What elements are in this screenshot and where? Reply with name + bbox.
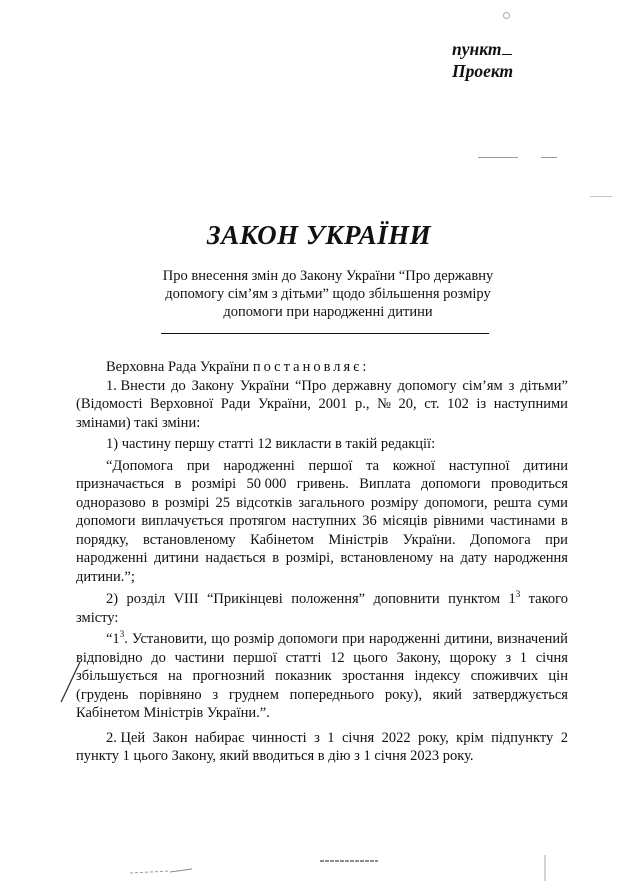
word: “$1^3$. — [106, 629, 128, 647]
subtitle-line: допомоги при народженні дитини — [223, 304, 433, 320]
word: відповідно — [76, 649, 143, 666]
word: зростання — [342, 668, 405, 684]
word: державну — [332, 377, 392, 394]
quote1-line — [76, 531, 568, 550]
word: протягом — [229, 513, 287, 529]
word: порядку, — [76, 531, 129, 548]
quote1-line — [76, 512, 568, 531]
scan-mark — [503, 12, 510, 19]
preamble-spaced: постановляє: — [252, 359, 370, 375]
word: цін — [548, 668, 568, 684]
word: 36 — [362, 513, 377, 529]
word: Міністрів — [328, 531, 389, 548]
word: чинності — [251, 729, 307, 746]
word: з — [508, 377, 515, 394]
word: затверджується — [472, 686, 568, 703]
word: допомогу — [397, 377, 457, 394]
word: Верховної — [150, 396, 214, 412]
word: який — [432, 686, 462, 703]
superscript: 3 — [119, 629, 125, 640]
word: підпункту — [491, 729, 554, 746]
blank-underline — [502, 42, 512, 55]
quote2-line — [76, 649, 568, 668]
document-body — [76, 358, 568, 766]
word: допомоги — [278, 631, 338, 647]
word: набирає — [195, 729, 245, 746]
word: розділ — [126, 591, 166, 607]
word: народженні — [368, 631, 441, 647]
word: статті — [285, 649, 322, 666]
word: решта — [493, 494, 532, 511]
draft-stamp — [452, 38, 513, 82]
word: в — [174, 476, 182, 492]
word: Установити, — [131, 631, 208, 647]
word: такого — [528, 591, 568, 607]
word: 2) — [106, 591, 119, 607]
word: на — [168, 668, 183, 684]
word: груднем — [228, 686, 279, 703]
word: ст. — [424, 396, 440, 412]
word: Кабінетом — [250, 531, 314, 548]
word: (Відомості — [76, 396, 143, 412]
word: що — [211, 631, 230, 647]
word: (грудень — [76, 686, 129, 703]
word: 20, — [398, 396, 417, 412]
word: року, — [417, 729, 449, 746]
word: р., — [355, 396, 370, 412]
word: до — [151, 649, 166, 666]
subtitle-line: Про внесення змін до Закону України “Про державну — [162, 268, 494, 284]
word: народженні — [223, 457, 295, 474]
word: при — [342, 631, 365, 647]
word: народженні — [76, 550, 148, 566]
word: 102 — [447, 396, 469, 412]
word: з — [212, 686, 219, 703]
word: допомоги — [421, 476, 481, 492]
word: дитини — [523, 457, 568, 474]
item2-line: пункту 1 цього Закону, який вводиться в дію з 1 січня 2023 року. — [76, 748, 474, 764]
handwritten-slash — [58, 660, 84, 704]
quote1-line: дитини.”; — [76, 568, 135, 585]
subitem-2-line: змісту: — [76, 609, 119, 626]
quote1-line — [76, 457, 568, 476]
word: січня — [341, 729, 375, 746]
item1-line: змінами) такі зміни: — [76, 414, 201, 431]
word: Закон — [152, 729, 188, 746]
word: розмірі, — [285, 550, 334, 566]
word: показник — [275, 668, 332, 684]
word: України, — [258, 396, 311, 412]
quote2-line — [76, 686, 568, 705]
word: в — [151, 494, 159, 511]
preamble-text: Верховна Рада України — [106, 359, 253, 375]
word: “Допомога — [106, 457, 174, 474]
document-subtitle — [128, 267, 528, 321]
word: надається — [205, 550, 266, 566]
quote2-line — [76, 667, 568, 686]
word: 25 — [215, 494, 231, 511]
word: встановленому — [143, 531, 236, 548]
word: з — [505, 649, 512, 666]
word: першої — [308, 457, 353, 474]
word: сім’ям — [462, 377, 503, 394]
word: дитини — [154, 550, 199, 566]
word: Виплата — [359, 476, 411, 492]
word: України. — [402, 531, 456, 548]
item1-line — [76, 395, 568, 414]
word: 2022 — [381, 729, 411, 746]
word: наступних — [291, 513, 357, 529]
word: Закону, — [396, 649, 441, 666]
word: частини — [174, 649, 225, 666]
word: щороку — [449, 649, 497, 666]
word: збільшується — [76, 668, 158, 684]
word: України — [239, 377, 290, 394]
word: 1. Внести — [106, 377, 166, 394]
word: 2. Цей — [106, 729, 146, 746]
word: з — [314, 729, 320, 746]
word: крім — [456, 729, 484, 746]
word: цього — [353, 649, 388, 666]
word: відсотків — [236, 494, 293, 511]
word: Допомога — [470, 531, 531, 548]
word: прогнозний — [192, 668, 265, 684]
word: при — [545, 531, 568, 548]
word: на — [439, 550, 454, 566]
word: $1^3$ — [508, 589, 521, 607]
word: виплачується — [141, 513, 224, 529]
word: наступної — [448, 457, 510, 474]
word: призначається — [76, 476, 165, 492]
word: загального — [298, 494, 365, 511]
word: в — [272, 550, 280, 566]
word: розмірі — [191, 476, 237, 492]
title-divider — [161, 333, 489, 334]
word: першої — [233, 649, 277, 666]
word: при — [186, 457, 210, 474]
word: споживчих — [470, 668, 539, 684]
subitem-1: 1) частину першу статті 12 викласти в такій редакції: — [106, 436, 436, 452]
scan-mark — [478, 157, 518, 158]
word: народження — [493, 550, 568, 566]
word: розмір — [233, 631, 275, 647]
word: допомоги — [76, 513, 136, 529]
word: пунктом — [448, 591, 500, 607]
word: VIII — [173, 591, 199, 607]
item2-line — [76, 729, 568, 748]
word: порівняно — [139, 686, 202, 703]
word: січня — [535, 649, 568, 666]
quote2-line — [76, 630, 568, 649]
quote2-line: Кабінетом Міністрів України.”. — [76, 705, 270, 721]
superscript: 3 — [515, 589, 521, 600]
word: наступними — [493, 396, 568, 412]
word: частинами — [489, 513, 556, 529]
word: 2001 — [318, 396, 348, 412]
scan-mark — [541, 157, 557, 158]
quote1-line — [76, 475, 568, 494]
word: суми — [537, 494, 568, 511]
item-label: пункт — [452, 39, 502, 59]
word: допомоги, — [424, 494, 488, 511]
word: визначений — [496, 631, 568, 647]
word: “Прикінцеві — [206, 591, 283, 607]
subitem-2 — [76, 590, 568, 609]
word: кожної — [392, 457, 435, 474]
word: в — [561, 513, 568, 529]
word: № — [377, 396, 391, 412]
subtitle-line: допомогу сім’ям з дітьми” щодо збільшення розміру — [165, 286, 491, 302]
word: одноразово — [76, 494, 146, 511]
word: доповнити — [373, 591, 440, 607]
word: 12 — [330, 649, 345, 666]
word: до — [171, 377, 186, 394]
word: розміру — [370, 494, 419, 511]
word: проводиться — [490, 476, 568, 492]
word: 1 — [519, 649, 528, 666]
word: та — [366, 457, 380, 474]
word: 50 000 — [246, 476, 287, 492]
word: розмірі — [164, 494, 210, 511]
scan-mark — [590, 196, 612, 197]
word: рівними — [433, 513, 484, 529]
word: дітьми” — [520, 377, 568, 394]
quote1-line — [76, 549, 568, 568]
word: місяців — [382, 513, 428, 529]
document-title: ЗАКОН УКРАЇНИ — [206, 220, 432, 250]
word: Закону — [191, 377, 234, 394]
word: гривень. — [296, 476, 349, 492]
word: 1 — [327, 729, 335, 746]
word: дитини, — [444, 631, 493, 647]
word: встановленому — [340, 550, 434, 566]
item1-line — [76, 377, 568, 396]
word: року), — [384, 686, 422, 703]
word: із — [476, 396, 487, 412]
word: індексу — [414, 668, 461, 684]
word: дату — [460, 550, 488, 566]
preamble — [76, 358, 568, 377]
word: попереднього — [289, 686, 375, 703]
scan-marks-bottom — [130, 855, 550, 883]
word: “Про — [294, 377, 327, 394]
draft-label: Проект — [452, 61, 514, 81]
quote1-line — [76, 494, 568, 513]
word: положення” — [291, 591, 366, 607]
word: 2 — [560, 729, 568, 746]
word: Ради — [220, 396, 251, 412]
